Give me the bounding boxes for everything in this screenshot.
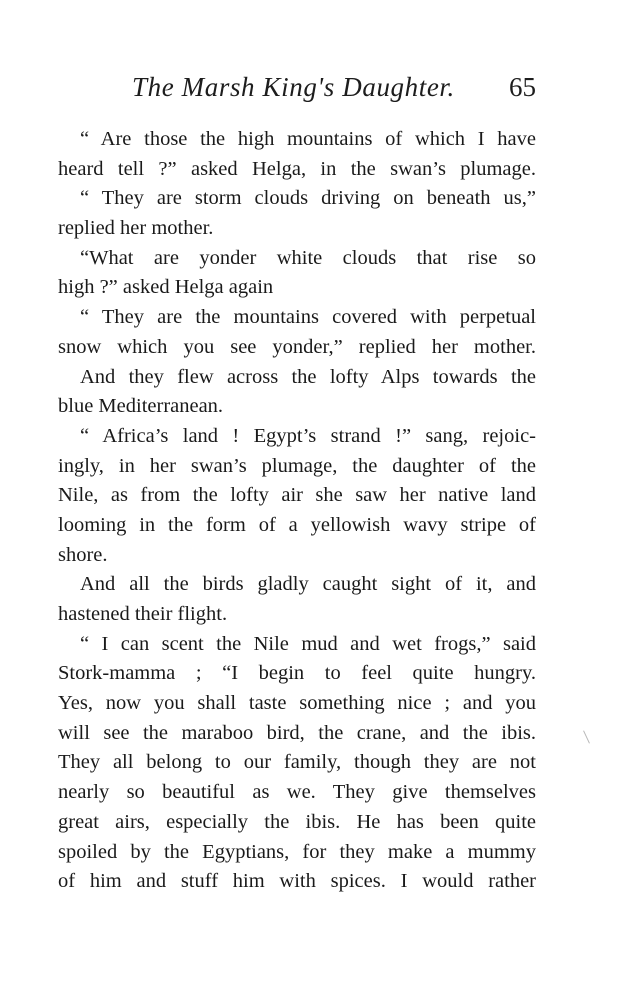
text-line: of him and stuff him with spices. I would rather xyxy=(58,870,536,893)
text-line: heard tell ?” asked Helga, in the swan’s plumage. xyxy=(58,157,536,180)
text-line: spoiled by the Egyptians, for they make a mummy xyxy=(58,840,536,863)
text-line: great airs, especially the ibis. He has been quite xyxy=(58,810,536,833)
text-line: shore. xyxy=(58,543,108,566)
page-number: 65 xyxy=(509,72,536,102)
text-line: “ They are the mountains covered with perpetual xyxy=(80,306,536,329)
text-line: nearly so beautiful as we. They give themselves xyxy=(58,781,536,804)
text-line: will see the maraboo bird, the crane, and the ibis. xyxy=(58,721,536,744)
text-line: snow which you see yonder,” replied her mother. xyxy=(58,335,536,358)
text-line: replied her mother. xyxy=(58,217,214,240)
text-line: hastened their flight. xyxy=(58,603,228,625)
text-line: “ Africa’s land ! Egypt’s strand !” sang, rejoic- xyxy=(80,424,536,447)
text-line: And all the birds gladly caught sight of it, and xyxy=(80,573,536,596)
text-line: “ They are storm clouds driving on beneath us,” xyxy=(80,187,536,210)
text-line: “ I can scent the Nile mud and wet frogs,” said xyxy=(80,632,536,655)
text-line: ingly, in her swan’s plumage, the daughter of the xyxy=(58,454,536,477)
running-title: The Marsh King's Daughter. xyxy=(132,72,455,102)
text-line: Stork-mamma ; “I begin to feel quite hungry. xyxy=(58,662,536,685)
text-line: They all belong to our family, though they are not xyxy=(58,751,536,774)
text-line: Nile, as from the lofty air she saw her native land xyxy=(58,484,536,507)
text-line: blue Mediterranean. xyxy=(58,395,224,418)
text-line: high ?” asked Helga again xyxy=(58,276,274,299)
text-line: “ Are those the high mountains of which I have xyxy=(80,128,536,150)
body-text xyxy=(58,125,536,897)
text-line: And they flew across the lofty Alps towards the xyxy=(80,365,536,388)
page-header xyxy=(58,70,536,106)
text-line: looming in the form of a yellowish wavy stripe of xyxy=(58,513,536,536)
paper-speck xyxy=(583,730,590,743)
text-line: Yes, now you shall taste something nice ; and you xyxy=(58,692,536,715)
text-line: “What are yonder white clouds that rise so xyxy=(80,246,536,269)
